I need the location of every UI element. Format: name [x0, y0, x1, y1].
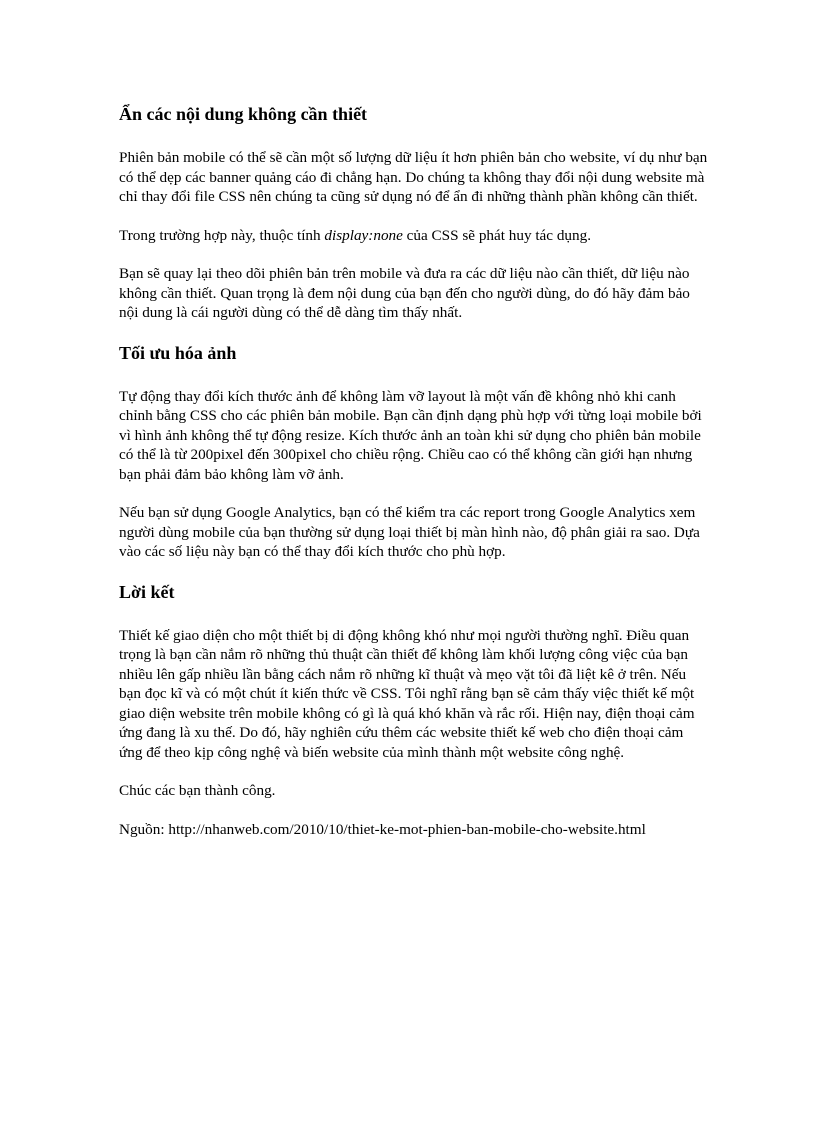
closing-line: Chúc các bạn thành công. [119, 782, 276, 799]
paragraph-display-none [119, 226, 709, 246]
paragraph: Bạn sẽ quay lại theo dõi phiên bản trên mobile và đưa ra các dữ liệu nào cần thiết, dữ liệu nào không cần thiết. Quan trọng là đem nội dung của bạn đến cho người dùng, do đó hãy đảm bảo nội dung là cái người dùng có thể dễ dàng tìm thấy nhất. [119, 265, 690, 321]
paragraph: Tự động thay đổi kích thước ảnh để không làm vỡ layout là một vấn đề không nhỏ khi canh chỉnh bằng CSS cho các phiên bản mobile. Bạn cần định dạng phù hợp với từng loại mobile bởi vì hình ảnh không thể tự động resize. Kích thước ảnh an toàn khi sử dụng cho phiên bản mobile có thể là từ 200pixel đến 300pixel cho chiều rộng. Chiều cao có thể không cần giới hạn nhưng bạn phải đảm bảo không làm vỡ ảnh. [119, 387, 702, 483]
paragraph: Phiên bản mobile có thể sẽ cần một số lượng dữ liệu ít hơn phiên bản cho website, ví dụ như bạn có thể dẹp các banner quảng cáo đi chẳng hạn. Do chúng ta không thay đổi nội dung website mà chỉ thay đổi file CSS nên chúng ta cũng sử dụng nó để ẩn đi những thành phần không cần thiết. [119, 149, 708, 205]
text-segment: của CSS sẽ phát huy tác dụng. [402, 226, 592, 244]
paragraph: Nếu bạn sử dụng Google Analytics, bạn có thể kiểm tra các report trong Google Analytics xem người dùng mobile của bạn thường sử dụng loại thiết bị màn hình nào, độ phân giải ra sao. Dựa vào các số liệu này bạn có thể thay đổi kích thước cho phù hợp. [119, 504, 700, 560]
section-conclusion [119, 581, 709, 840]
section-heading-optimize-images: Tối ưu hóa ảnh [119, 342, 237, 363]
section-heading-conclusion: Lời kết [119, 581, 175, 602]
text-segment: Trong trường hợp này, thuộc tính [119, 226, 325, 244]
source-line: Nguồn: http://nhanweb.com/2010/10/thiet-ke-mot-phien-ban-mobile-cho-website.html [119, 820, 646, 838]
paragraph: Thiết kế giao diện cho một thiết bị di động không khó như mọi người thường nghĩ. Điều quan trọng là bạn cần nắm rõ những thủ thuật cần thiết để không làm khối lượng công việc của bạn nhiều lên gấp nhiều lần bằng cách nắm rõ những kĩ thuật và mẹo vặt tôi đã liệt kê ở trên. Nếu bạn đọc kĩ và có một chút ít kiến thức về CSS. Tôi nghĩ rằng bạn sẽ cảm thấy việc thiết kế một giao diện website trên mobile không có gì là quá khó khăn và rắc rối. Hiện nay, điện thoại cảm ứng đang là xu thế. Do đó, hãy nghiên cứu thêm các website thiết kế web cho điện thoại cảm ứng để theo kịp công nghệ và biến website của mình thành một website công nghệ. [119, 626, 695, 761]
document-page [119, 103, 709, 858]
section-heading-hide-content: Ẩn các nội dung không cần thiết [119, 104, 368, 124]
section-optimize-images [119, 342, 709, 562]
section-hide-content [119, 103, 709, 323]
code-term-display-none: display:none [324, 226, 403, 244]
